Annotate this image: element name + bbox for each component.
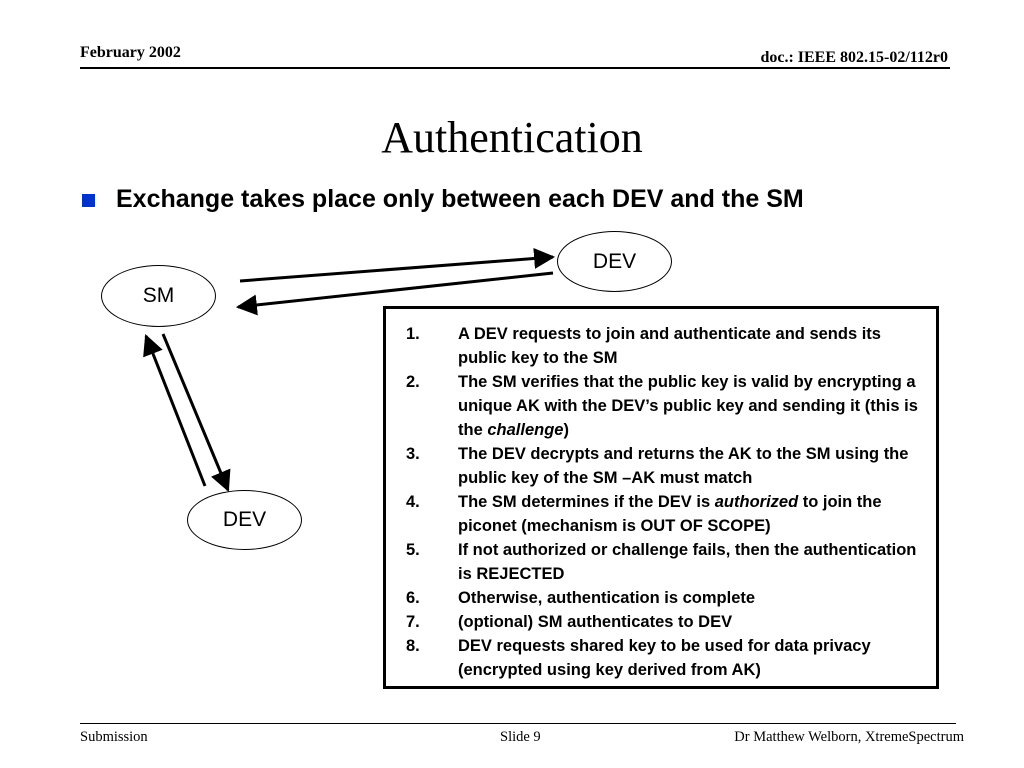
- arrow-sm-to-dev-bottom: [163, 334, 228, 490]
- step-text: [458, 490, 926, 538]
- dev-node-top: DEV: [557, 231, 672, 292]
- footer-author: Dr Matthew Welborn, XtremeSpectrum: [734, 729, 964, 745]
- step-item: [406, 370, 926, 442]
- step-text-part: The DEV decrypts and returns the AK to the SM using the public key of the SM –AK must match: [458, 445, 909, 487]
- dev-node-bottom: DEV: [187, 490, 302, 550]
- sm-node: SM: [101, 265, 216, 327]
- step-item: [406, 442, 926, 490]
- bullet-text: Exchange takes place only between each DEV and the SM: [116, 185, 804, 213]
- step-text-part: A DEV requests to join and authenticate and sends its public key to the SM: [458, 325, 881, 367]
- step-item: [406, 538, 926, 586]
- steps-list: [406, 322, 926, 682]
- step-text: [458, 586, 926, 610]
- step-number: 4.: [406, 493, 420, 511]
- slide-title: Authentication: [381, 113, 643, 162]
- step-text: [458, 370, 926, 442]
- footer-slide-number: Slide 9: [500, 729, 541, 745]
- step-text-part: (optional) SM authenticates to DEV: [458, 613, 733, 631]
- step-emphasis: challenge: [487, 421, 564, 439]
- step-text-part: The SM determines if the DEV is: [458, 493, 715, 511]
- step-number: 3.: [406, 445, 420, 463]
- step-item: [406, 490, 926, 538]
- header-doc-id: doc.: IEEE 802.15-02/112r0: [760, 49, 948, 66]
- step-text-part: The SM verifies that the public key is valid by encrypting a unique AK with the DEV’s public key and sending it (this is the: [458, 373, 918, 439]
- step-text-part: If not authorized or challenge fails, then the authentication is REJECTED: [458, 541, 917, 583]
- step-number: 7.: [406, 613, 420, 631]
- footer-divider: [80, 723, 956, 724]
- steps-box: [383, 306, 939, 689]
- header-date: February 2002: [80, 44, 181, 61]
- step-text: [458, 538, 926, 586]
- step-emphasis: authorized: [714, 493, 799, 511]
- step-text-part: ): [563, 421, 569, 439]
- step-text: [458, 634, 926, 682]
- footer-submission: Submission: [80, 729, 148, 745]
- step-item: [406, 586, 926, 610]
- step-text: [458, 322, 926, 370]
- step-number: 8.: [406, 637, 420, 655]
- step-item: [406, 322, 926, 370]
- step-text: [458, 442, 926, 490]
- step-item: [406, 634, 926, 682]
- step-number: 6.: [406, 589, 420, 607]
- step-text-part: to join the piconet (mechanism is OUT OF SCOPE): [458, 493, 882, 535]
- step-number: 1.: [406, 325, 420, 343]
- step-text-part: Otherwise, authentication is complete: [458, 589, 756, 607]
- step-item: [406, 610, 926, 634]
- step-number: 5.: [406, 541, 420, 559]
- step-text: [458, 610, 926, 634]
- step-text-part: DEV requests shared key to be used for data privacy (encrypted using key derived from AK): [458, 637, 871, 679]
- step-number: 2.: [406, 373, 420, 391]
